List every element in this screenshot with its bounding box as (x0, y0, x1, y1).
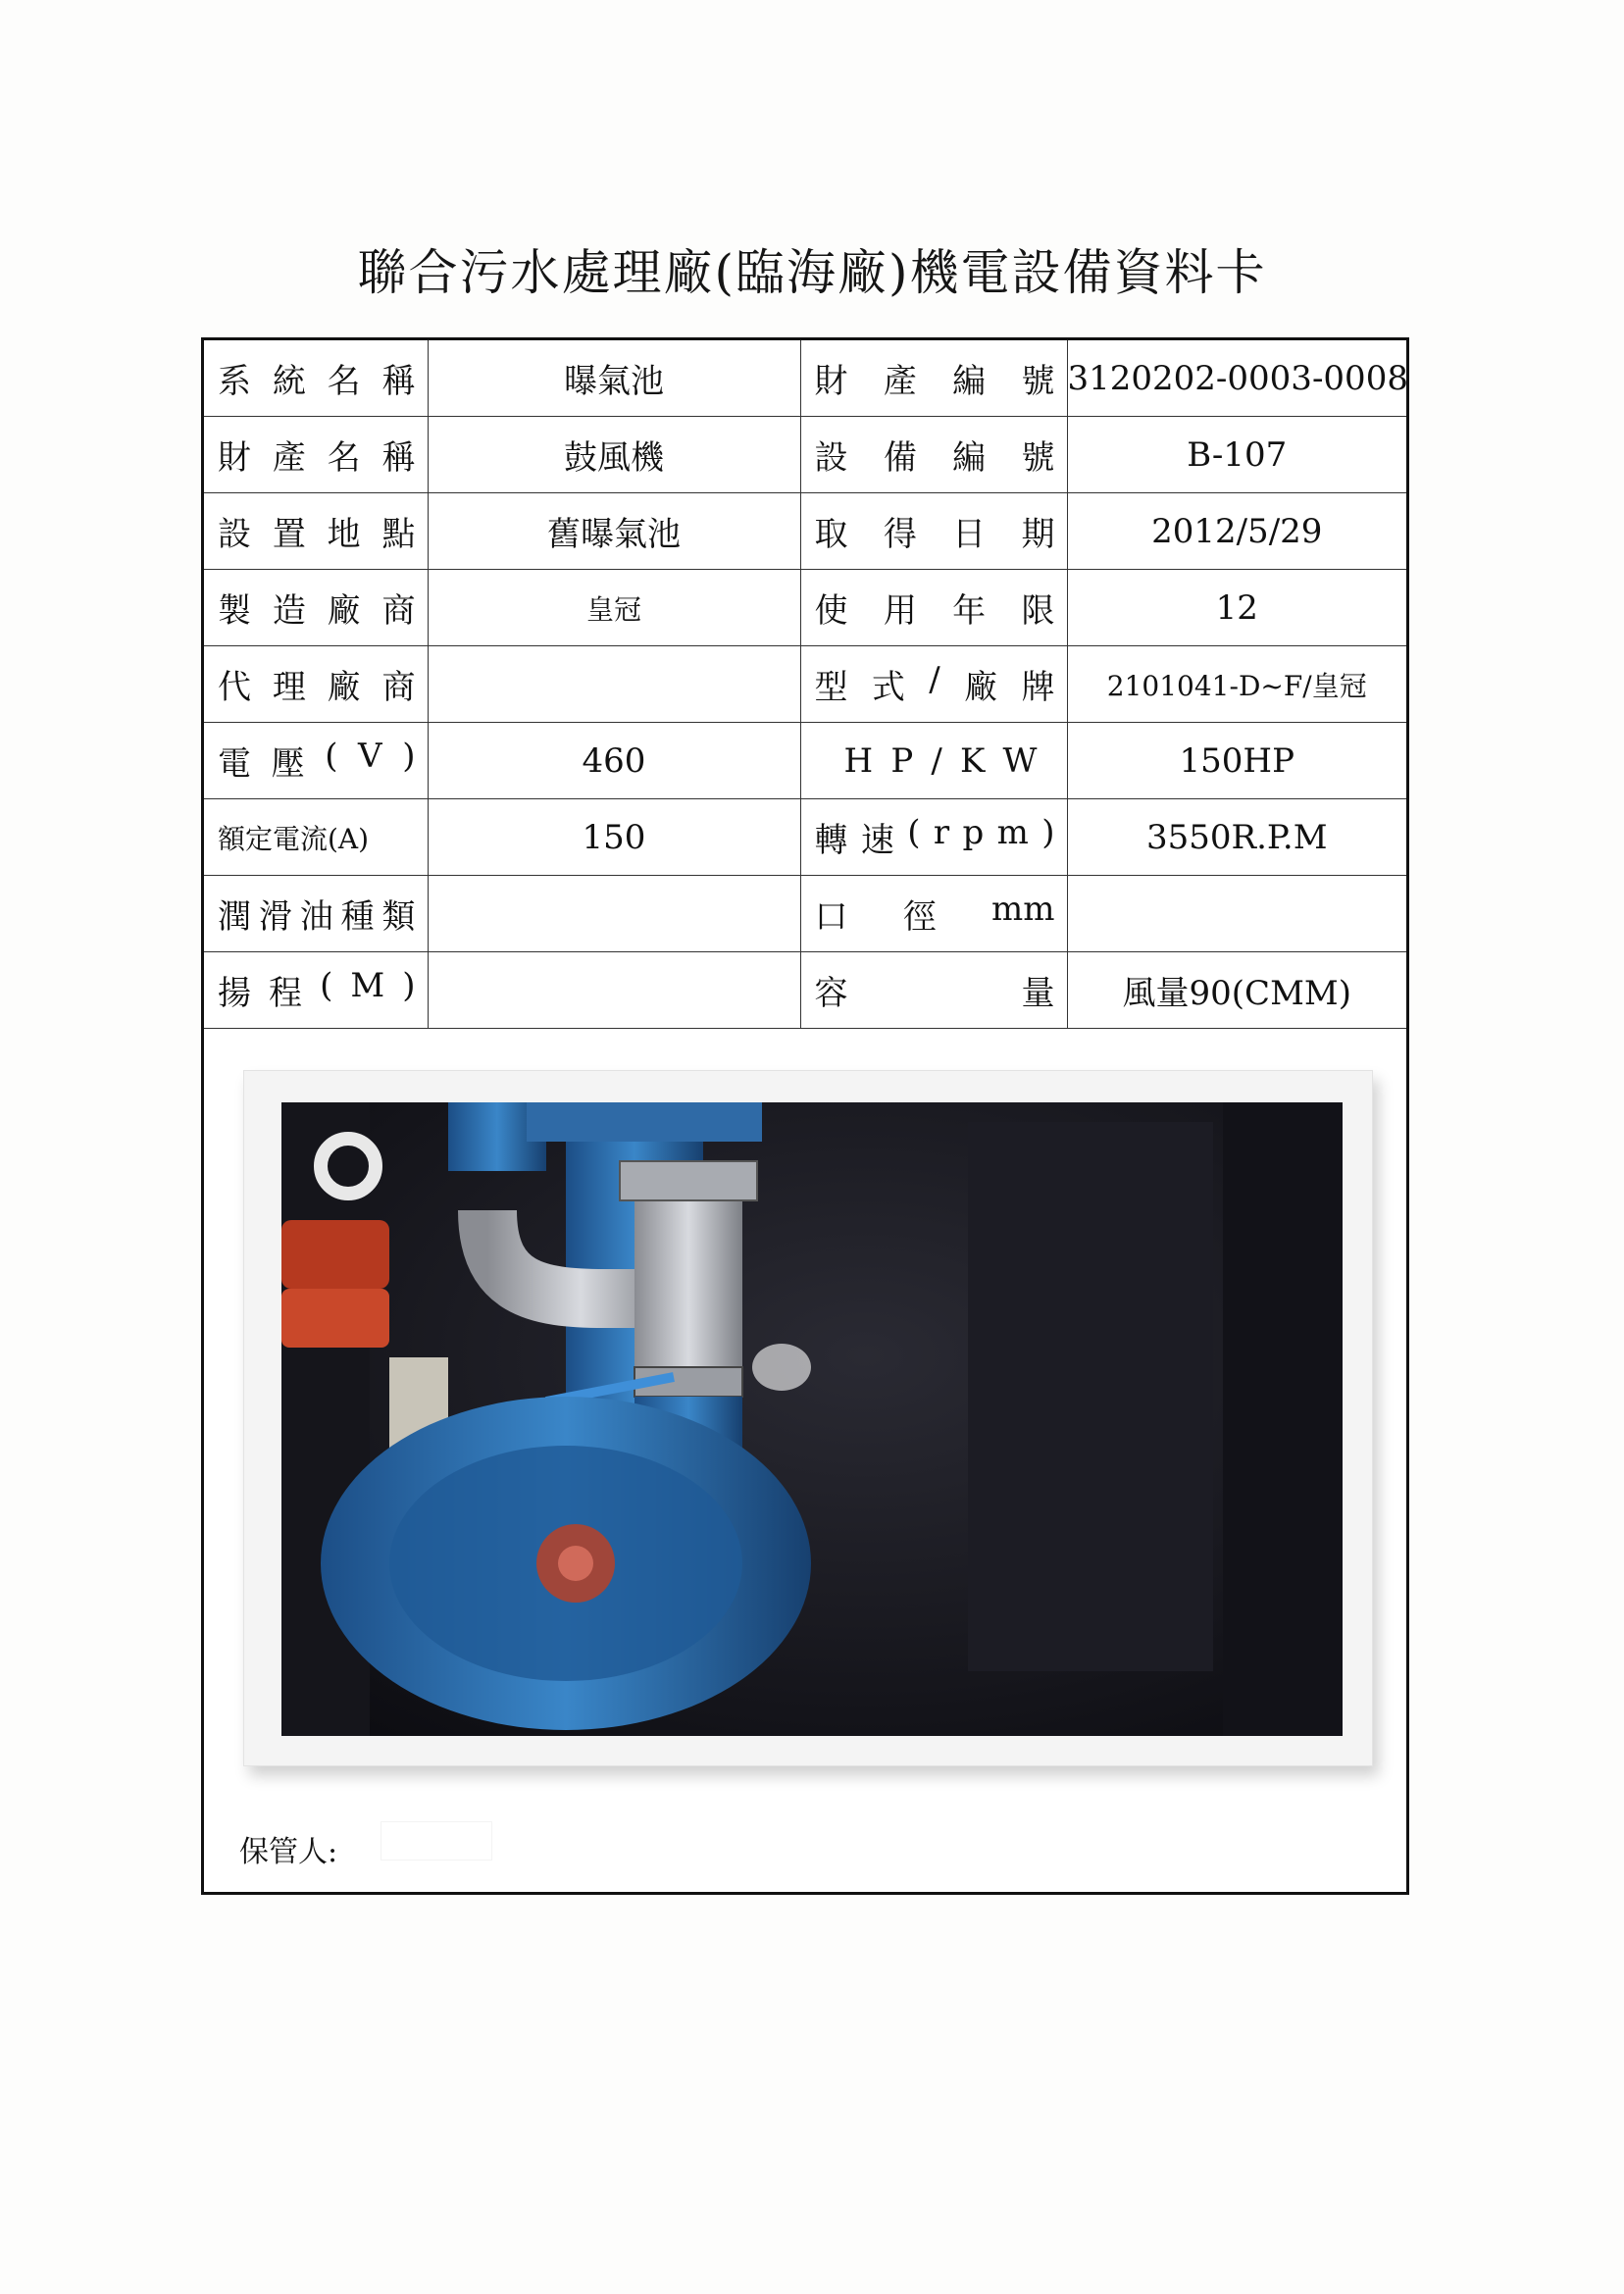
photo-area (204, 1035, 1406, 1760)
value-cell: 舊曝氣池 (428, 493, 800, 570)
table-row (204, 417, 1406, 493)
label-cell: 潤 滑 油 種 類 (204, 876, 428, 952)
label-cell: 型 式 / 廠 牌 (800, 646, 1067, 723)
label-cell: 代 理 廠 商 (204, 646, 428, 723)
table-row (204, 723, 1406, 799)
label-cell: 財 產 編 號 (800, 340, 1067, 417)
label-cell: 財 產 名 稱 (204, 417, 428, 493)
value-cell: 2101041-D~F/皇冠 (1067, 646, 1406, 723)
value-cell (428, 952, 800, 1029)
value-cell (428, 876, 800, 952)
keeper-redacted-box (381, 1821, 492, 1861)
value-cell: 460 (428, 723, 800, 799)
value-cell: 鼓風機 (428, 417, 800, 493)
value-cell: B-107 (1067, 417, 1406, 493)
table-row (204, 876, 1406, 952)
label-cell: 系 統 名 稱 (204, 340, 428, 417)
document-title: 聯合污水處理廠(臨海廠)機電設備資料卡 (357, 244, 1267, 301)
value-cell: 皇冠 (428, 570, 800, 646)
label-cell: 取 得 日 期 (800, 493, 1067, 570)
spec-table (204, 340, 1406, 1029)
label-cell: 製 造 廠 商 (204, 570, 428, 646)
value-cell: 曝氣池 (428, 340, 800, 417)
table-row (204, 340, 1406, 417)
table-row (204, 952, 1406, 1029)
photo-frame (243, 1070, 1373, 1766)
value-cell: 3550R.P.M (1067, 799, 1406, 876)
table-row (204, 646, 1406, 723)
label-cell: 設 備 編 號 (800, 417, 1067, 493)
value-cell: 12 (1067, 570, 1406, 646)
blower-photo (281, 1102, 1343, 1736)
blower-illustration (281, 1102, 1343, 1736)
equipment-data-card (201, 337, 1409, 1895)
label-cell: 口 徑 mm (800, 876, 1067, 952)
label-cell: 額定電流(A) (204, 799, 428, 876)
value-cell: 風量90(CMM) (1067, 952, 1406, 1029)
label-cell: 轉 速 ( r p m ) (800, 799, 1067, 876)
value-cell: 150HP (1067, 723, 1406, 799)
value-cell: 150 (428, 799, 800, 876)
value-cell: 3120202-0003-0008 (1067, 340, 1406, 417)
value-cell (428, 646, 800, 723)
label-cell: 設 置 地 點 (204, 493, 428, 570)
table-row (204, 570, 1406, 646)
value-cell (1067, 876, 1406, 952)
value-cell: 2012/5/29 (1067, 493, 1406, 570)
label-cell: 使 用 年 限 (800, 570, 1067, 646)
label-cell: H P / K W (800, 723, 1067, 799)
label-cell: 容 量 (800, 952, 1067, 1029)
table-row (204, 493, 1406, 570)
table-row (204, 799, 1406, 876)
label-cell: 電 壓 ( V ) (204, 723, 428, 799)
keeper-label: 保管人: (239, 1835, 338, 1869)
label-cell: 揚 程 ( M ) (204, 952, 428, 1029)
